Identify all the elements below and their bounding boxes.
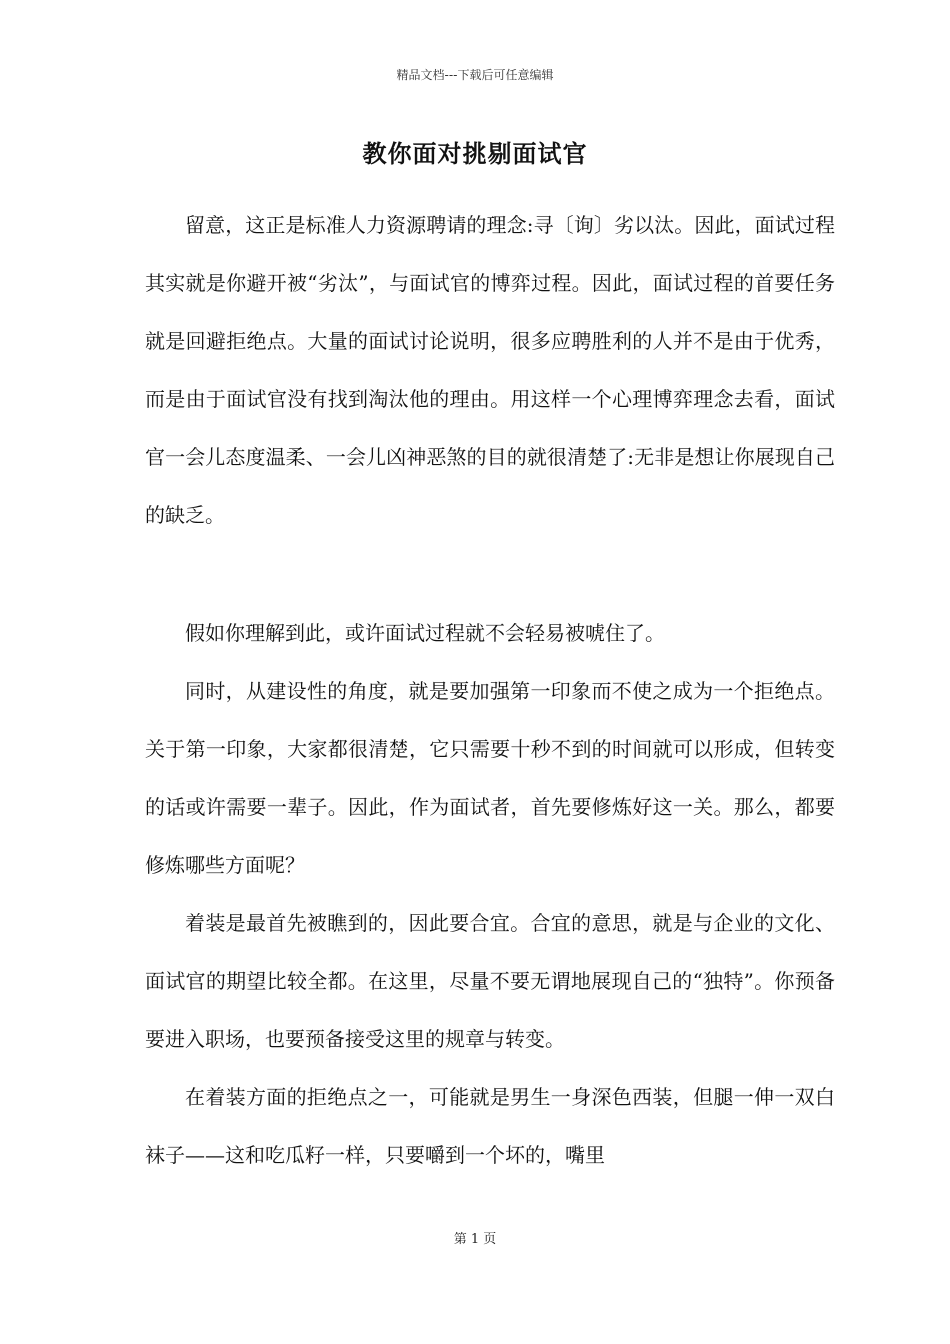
paragraph-5: 在着装方面的拒绝点之一，可能就是男生一身深色西装，但腿一伸一双白袜子——这和吃瓜籽一样，只要嚼到一个坏的，嘴里: [145, 1085, 835, 1167]
document-title: 教你面对挑剔面试官: [362, 140, 588, 168]
paragraph-3: 同时，从建设性的角度，就是要加强第一印象而不使之成为一个拒绝点。关于第一印象，大家都很清楚，它只需要十秒不到的时间就可以形成，但转变的话或许需要一辈子。因此，作为面试者，首先要修炼好这一关。那么，都要修炼哪些方面呢？: [145, 679, 835, 877]
paragraph-4: 着装是最首先被瞧到的，因此要合宜。合宜的意思，就是与企业的文化、面试官的期望比较全都。在这里，尽量不要无谓地展现自己的“独特”。你预备要进入职场，也要预备接受这里的规章与转变。: [145, 911, 835, 1051]
page-number: 第 1 页: [453, 1232, 497, 1247]
paragraph-1: 留意，这正是标准人力资源聘请的理念:寻〔询〕劣以汰。因此，面试过程其实就是你避开被“劣汰”，与面试官的博弈过程。因此，面试过程的首要任务就是回避拒绝点。大量的面试讨论说明，很多应聘胜利的人并不是由于优秀，而是由于面试官没有找到淘汰他的理由。用这样一个心理博弈理念去看，面试官一会儿态度温柔、一会儿凶神恶煞的目的就很清楚了:无非是想让你展现自己的缺乏。: [145, 213, 835, 527]
paragraph-2: 假如你理解到此，或许面试过程就不会轻易被唬住了。: [185, 621, 665, 645]
page-header: 精品文档---下载后可任意编辑: [396, 68, 554, 82]
document-body: [145, 196, 835, 1184]
